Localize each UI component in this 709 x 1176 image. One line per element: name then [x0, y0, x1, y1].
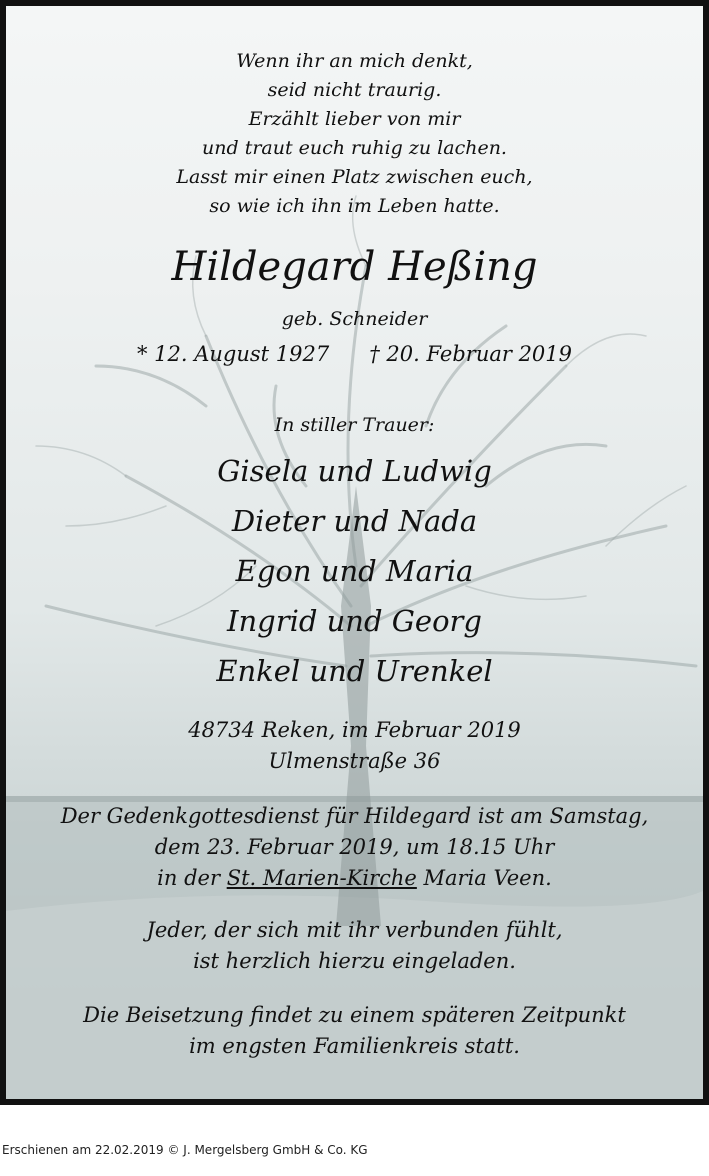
invite-line: Jeder, der sich mit ihr verbunden fühlt, [146, 918, 563, 942]
family-member: Egon und Maria [235, 554, 474, 588]
burial-line: Die Beisetzung findet zu einem späteren Zeitpunkt [83, 1003, 626, 1027]
poem-line: Lasst mir einen Platz zwischen euch, [176, 166, 533, 188]
life-dates [6, 342, 703, 366]
address-line: Ulmenstraße 36 [268, 749, 441, 773]
service-line: Der Gedenkgottesdienst für Hildegard ist am Samstag, [60, 804, 649, 828]
death-date: † 20. Februar 2019 [369, 342, 573, 366]
burial-line: im engsten Familienkreis statt. [189, 1034, 520, 1058]
deceased-name: Hildegard Heßing [171, 244, 538, 290]
address-line: 48734 Reken, im Februar 2019 [188, 718, 521, 742]
maiden-name: geb. Schneider [281, 308, 428, 330]
mourning-label: In stiller Trauer: [274, 414, 435, 436]
birth-date: * 12. August 1927 [136, 342, 330, 366]
family-member: Dieter und Nada [231, 504, 478, 538]
poem-line: und traut euch ruhig zu lachen. [202, 137, 507, 159]
family-member: Enkel und Urenkel [216, 654, 493, 688]
church-name: St. Marien-Kirche [226, 866, 417, 890]
publication-footer: Erschienen am 22.02.2019 © J. Mergelsberg GmbH & Co. KG [2, 1143, 368, 1157]
poem-line: so wie ich ihn im Leben hatte. [209, 195, 500, 217]
family-member: Gisela und Ludwig [217, 454, 492, 488]
service-line: in der St. Marien-Kirche Maria Veen. [157, 866, 552, 890]
family-member: Ingrid und Georg [227, 604, 482, 638]
service-line: dem 23. Februar 2019, um 18.15 Uhr [154, 835, 555, 859]
poem-line: Erzählt lieber von mir [248, 108, 461, 130]
invite-line: ist herzlich hierzu eingeladen. [193, 949, 516, 973]
poem-line: seid nicht traurig. [267, 79, 442, 101]
poem-line: Wenn ihr an mich denkt, [236, 50, 473, 72]
